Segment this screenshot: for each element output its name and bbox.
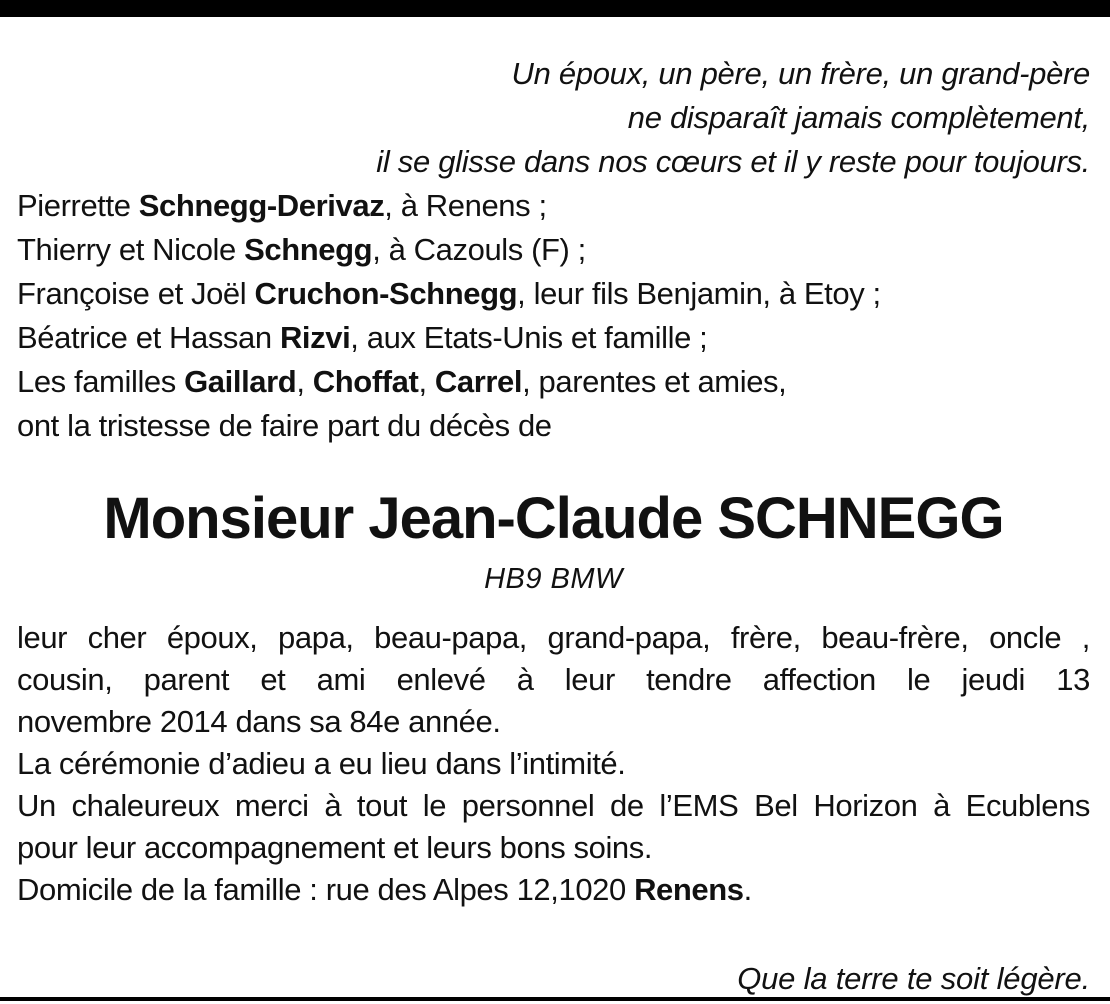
- body-word: de: [610, 788, 644, 823]
- body-word: tendre: [646, 662, 732, 697]
- body-word: jeudi: [961, 662, 1026, 697]
- body-word: leur: [17, 620, 68, 655]
- body-word: à: [516, 662, 534, 697]
- body-word: ami: [316, 662, 366, 697]
- family-text: Béatrice et Hassan: [17, 320, 280, 355]
- family-member-line: [17, 360, 1090, 404]
- body-word: Ecublens: [965, 788, 1090, 823]
- thanks-line: pour leur accompagnement et leurs bons soins.: [17, 830, 653, 865]
- deceased-callsign: HB9 BMW: [484, 563, 623, 595]
- family-text: , parentes et amies,: [522, 364, 787, 399]
- body-word: frère,: [730, 620, 801, 655]
- body-word: ,: [1081, 620, 1090, 655]
- domicile-line: [17, 869, 1090, 911]
- body-word: grand-papa,: [547, 620, 711, 655]
- body-line: [17, 617, 1090, 659]
- body-word: le: [907, 662, 931, 697]
- body-word: beau-frère,: [821, 620, 969, 655]
- body-word: époux,: [166, 620, 258, 655]
- epigraph-quote: [17, 52, 1090, 184]
- quote-line: ne disparaît jamais complètement,: [627, 100, 1090, 135]
- obituary-body: [17, 617, 1090, 911]
- top-border-rule: [0, 0, 1110, 17]
- body-word: 13: [1056, 662, 1090, 697]
- body-word: parent: [143, 662, 230, 697]
- body-word: chaleureux: [71, 788, 220, 823]
- domicile-city: Renens: [634, 872, 744, 907]
- family-member-line: [17, 228, 1090, 272]
- family-text: , à Cazouls (F) ;: [372, 232, 586, 267]
- body-word: tout: [356, 788, 408, 823]
- body-word: affection: [762, 662, 876, 697]
- body-word: Horizon: [813, 788, 918, 823]
- body-word: beau-papa,: [374, 620, 528, 655]
- family-surname: Choffat: [312, 364, 419, 399]
- family-text: ,: [418, 364, 435, 399]
- family-member-line: [17, 184, 1090, 228]
- quote-line: il se glisse dans nos cœurs et il y reste pour toujours.: [376, 144, 1090, 179]
- family-text: ,: [296, 364, 313, 399]
- farewell-line: Que la terre te soit légère.: [737, 961, 1090, 996]
- body-word: Bel: [754, 788, 798, 823]
- body-word: à: [933, 788, 950, 823]
- body-word: enlevé: [396, 662, 486, 697]
- family-surname: Schnegg: [244, 232, 373, 267]
- family-text: Thierry et Nicole: [17, 232, 245, 267]
- bottom-border-rule: [0, 997, 1110, 1001]
- family-surname: Carrel: [434, 364, 523, 399]
- thanks-line: [17, 785, 1090, 827]
- body-word: cousin,: [17, 662, 113, 697]
- body-word: personnel: [461, 788, 595, 823]
- family-surname: Cruchon-Schnegg: [254, 276, 518, 311]
- body-word: oncle: [989, 620, 1062, 655]
- family-surname: Gaillard: [184, 364, 297, 399]
- body-word: cher: [87, 620, 147, 655]
- domicile-text: Domicile de la famille : rue des Alpes 12,1020: [17, 872, 635, 907]
- body-word: merci: [234, 788, 309, 823]
- family-text: , leur fils Benjamin, à Etoy ;: [517, 276, 881, 311]
- obituary-notice: [17, 52, 1090, 999]
- announcement-line: ont la tristesse de faire part du décès de: [17, 408, 552, 443]
- family-text: Les familles: [17, 364, 185, 399]
- domicile-text: .: [743, 872, 752, 907]
- body-line: [17, 659, 1090, 701]
- family-member-line: [17, 316, 1090, 360]
- body-word: l’EMS: [659, 788, 739, 823]
- family-list: [17, 184, 1090, 448]
- body-word: à: [324, 788, 342, 823]
- ceremony-line: La cérémonie d’adieu a eu lieu dans l’intimité.: [17, 746, 626, 781]
- quote-line: Un époux, un père, un frère, un grand-père: [511, 56, 1090, 91]
- family-member-line: [17, 272, 1090, 316]
- body-word: le: [422, 788, 447, 823]
- family-surname: Schnegg-Derivaz: [138, 188, 385, 223]
- deceased-name: Monsieur Jean-Claude SCHNEGG: [103, 486, 1004, 551]
- body-word: leur: [564, 662, 615, 697]
- body-word: papa,: [278, 620, 354, 655]
- body-word: Un: [17, 788, 56, 823]
- body-line: novembre 2014 dans sa 84e année.: [17, 704, 501, 739]
- family-text: , aux Etats-Unis et famille ;: [350, 320, 708, 355]
- family-text: Françoise et Joël: [17, 276, 255, 311]
- family-text: Pierrette: [17, 188, 139, 223]
- family-text: , à Renens ;: [384, 188, 547, 223]
- family-surname: Rizvi: [279, 320, 351, 355]
- body-word: et: [260, 662, 286, 697]
